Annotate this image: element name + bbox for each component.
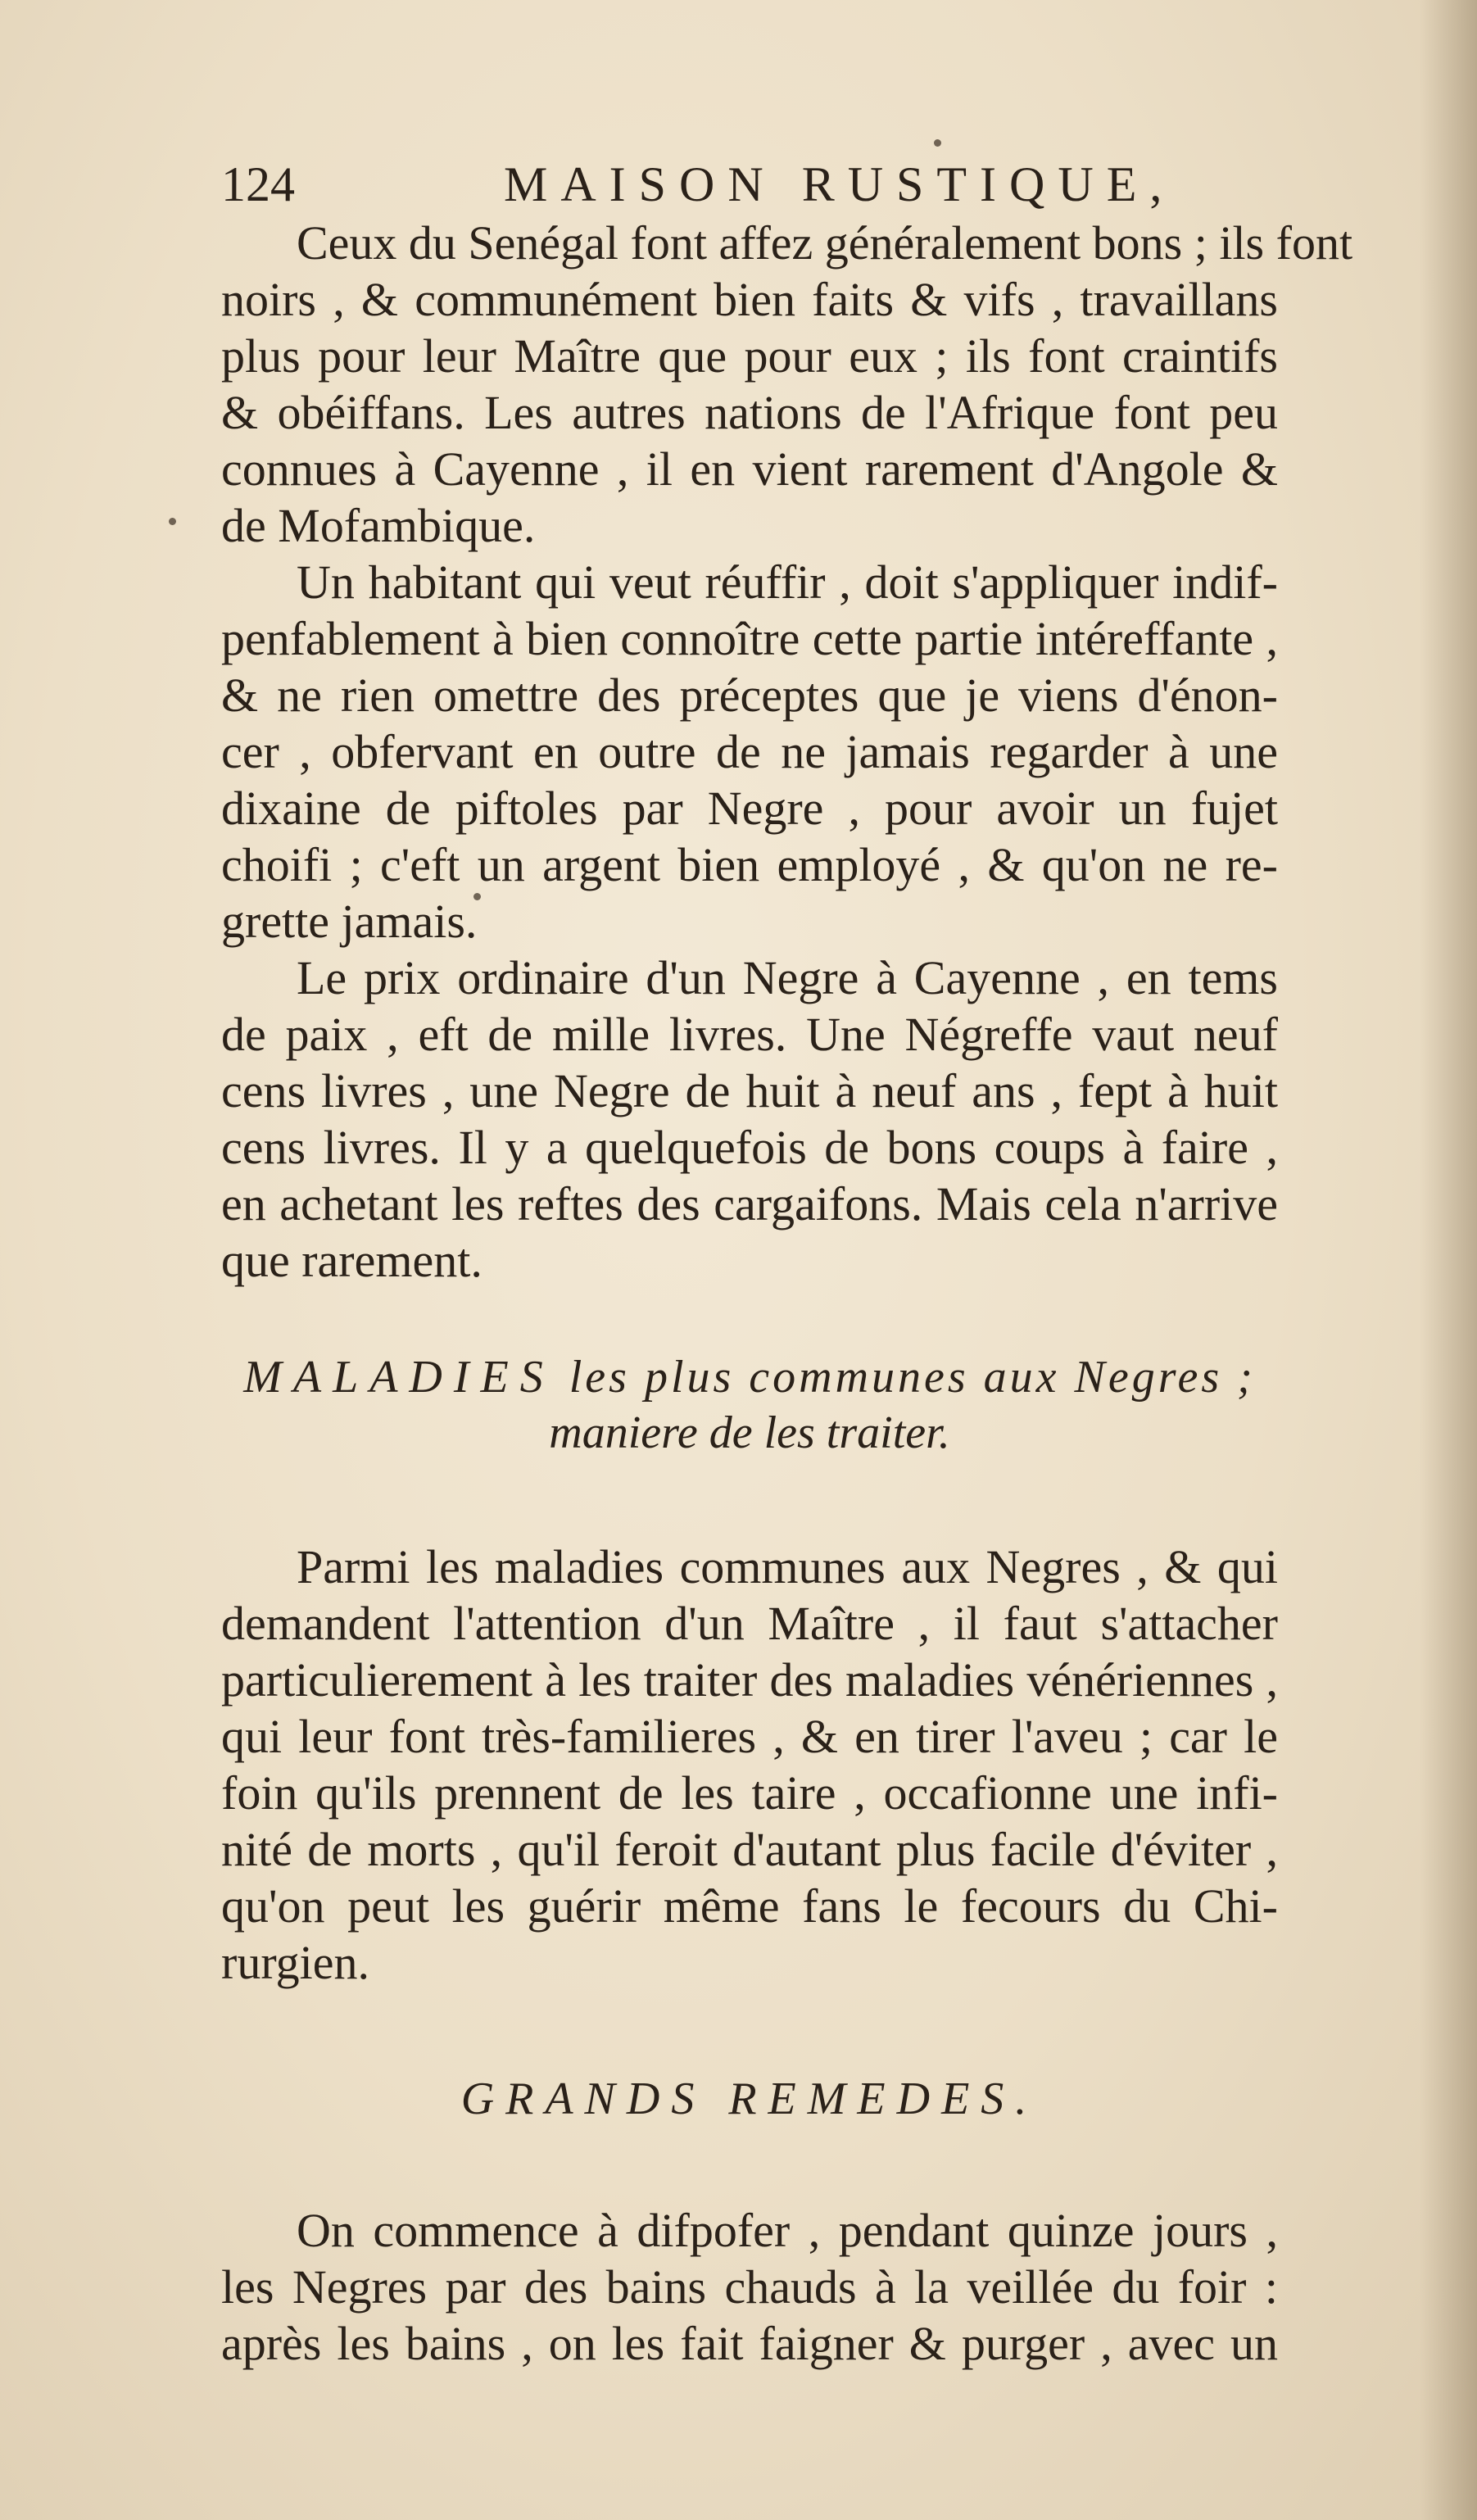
page-header	[221, 156, 1278, 213]
text-line: Un habitant qui veut réuffir , doit s'appliquer indif-	[297, 555, 1278, 609]
text-line: & ne rien omettre des préceptes que je viens d'énon-	[221, 669, 1278, 722]
section-heading-maladies	[221, 1349, 1278, 1405]
page-edge-shadow	[1420, 0, 1477, 2520]
text-line: dixaine de piftoles par Negre , pour avoir un fujet	[221, 782, 1278, 835]
text-line: qu'on peut les guérir même fans le fecours du Chi-	[221, 1879, 1278, 1933]
text-line: rurgien.	[221, 1936, 369, 1989]
text-line: Ceux du Senégal font affez généralement bons ; ils font	[297, 216, 1353, 270]
text-line: que rarement.	[221, 1234, 483, 1287]
ink-speck	[169, 518, 176, 525]
text-line: particulierement à les traiter des maladies vénériennes ,	[221, 1653, 1278, 1706]
text-line: choifi ; c'eft un argent bien employé , & qu'on ne re-	[221, 838, 1278, 891]
text-line: cer , obfervant en outre de ne jamais regarder à une	[221, 725, 1278, 778]
page-number: 124	[221, 157, 295, 211]
text-line: nité de morts , qu'il feroit d'autant plus facile d'éviter ,	[221, 1823, 1278, 1876]
text-line: cens livres , une Negre de huit à neuf ans , fept à huit	[221, 1064, 1278, 1117]
text-line: les Negres par des bains chauds à la veillée du foir :	[221, 2260, 1278, 2314]
paragraph-habitant	[221, 554, 1278, 950]
paragraph-senegal	[221, 215, 1353, 554]
spacer	[221, 2127, 1278, 2202]
text-line: cens livres. Il y a quelquefois de bons coups à faire ,	[221, 1121, 1278, 1174]
section-heading-grands-remedes: GRANDS REMEDES.	[460, 2074, 1039, 2124]
running-head: MAISON RUSTIQUE,	[504, 157, 1176, 211]
page-body	[221, 215, 1353, 2372]
heading-text: les plus communes aux Negres ;	[569, 1352, 1256, 1403]
text-line: en achetant les reftes des cargaifons. Mais cela n'arrive	[221, 1177, 1278, 1231]
text-line: grette jamais.	[221, 895, 478, 948]
text-line: noirs , & communément bien faits & vifs , travaillans	[221, 273, 1278, 326]
text-line: qui leur font très-familieres , & en tirer l'aveu ; car le	[221, 1710, 1278, 1763]
paragraph-maladies	[221, 1539, 1278, 1991]
text-line: & obéiffans. Les autres nations de l'Afrique font peu	[221, 386, 1278, 439]
section-heading-line2: maniere de les traiter.	[549, 1407, 950, 1458]
text-line: connues à Cayenne , il en vient rarement d'Angole &	[221, 442, 1278, 496]
text-line: plus pour leur Maître que pour eux ; ils font craintifs	[221, 329, 1278, 383]
text-line: penfablement à bien connoître cette partie intéreffante ,	[221, 612, 1278, 665]
text-line: après les bains , on les fait faigner & purger , avec un	[221, 2317, 1278, 2370]
heading-caps: MALADIES	[243, 1352, 555, 1403]
spacer	[221, 1991, 1278, 2071]
text-line: Parmi les maladies communes aux Negres , & qui	[297, 1540, 1278, 1593]
text-line: de Mofambique.	[221, 499, 536, 552]
paragraph-prix	[221, 950, 1278, 1289]
ink-speck	[934, 139, 941, 147]
text-line: foin qu'ils prennent de les taire , occafionne une infi-	[221, 1766, 1278, 1820]
text-line: de paix , eft de mille livres. Une Négreffe vaut neuf	[221, 1008, 1278, 1061]
spacer	[221, 1289, 1278, 1349]
spacer	[221, 1461, 1278, 1539]
text-line: On commence à difpofer , pendant quinze jours ,	[297, 2204, 1278, 2257]
text-line: Le prix ordinaire d'un Negre à Cayenne , en tems	[297, 951, 1278, 1004]
text-line: demandent l'attention d'un Maître , il faut s'attacher	[221, 1597, 1278, 1650]
paragraph-remedes	[221, 2202, 1278, 2372]
